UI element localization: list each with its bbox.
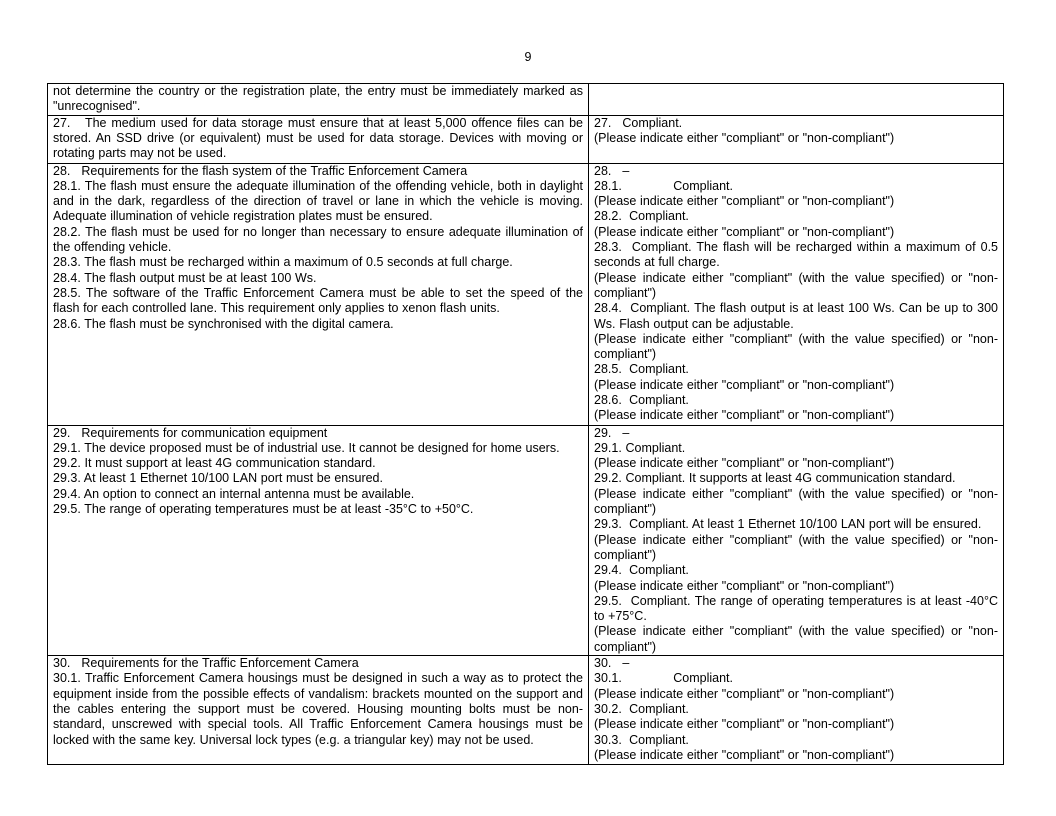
page-number: 9 — [524, 50, 532, 64]
paragraph: 29.3. Compliant. At least 1 Ethernet 10/100 LAN port will be ensured. — [594, 517, 982, 532]
paragraph: 28.3. The flash must be recharged within a maximum of 0.5 seconds at full charge. — [53, 255, 513, 270]
requirement-cell — [48, 656, 589, 765]
paragraph: 28.6. Compliant. — [594, 393, 689, 408]
paragraph: 29.1. The device proposed must be of industrial use. It cannot be designed for home users. — [53, 440, 560, 455]
paragraph: 29.1. Compliant. — [594, 440, 686, 455]
paragraph: 29.2. Compliant. It supports at least 4G communication standard. — [594, 471, 956, 486]
paragraph: (Please indicate either "compliant" or "non-compliant") — [594, 408, 895, 423]
paragraph: 29.2. It must support at least 4G communication standard. — [53, 456, 376, 471]
paragraph: 29. Requirements for communication equipment — [53, 425, 328, 440]
paragraph: 29. – — [594, 425, 630, 440]
paragraph: (Please indicate either "compliant" or "non-compliant") — [594, 130, 895, 145]
paragraph: 28.1. Compliant. — [594, 178, 733, 193]
paragraph: (Please indicate either "compliant" (with the value specified) or "non-compliant") — [594, 270, 998, 300]
table-row — [48, 115, 1004, 163]
paragraph: 30. – — [594, 656, 630, 671]
requirement-cell — [48, 163, 589, 425]
paragraph: 29.5. Compliant. The range of operating temperatures is at least -40°C to +75°C. — [594, 593, 998, 624]
paragraph: (Please indicate either "compliant" or "non-compliant") — [594, 194, 895, 209]
response-cell — [589, 163, 1004, 425]
paragraph: (Please indicate either "compliant" or "non-compliant") — [594, 717, 895, 732]
requirement-cell — [48, 115, 589, 163]
requirement-cell — [48, 425, 589, 655]
requirement-cell — [48, 84, 589, 116]
response-cell — [589, 425, 1004, 655]
paragraph: 30.2. Compliant. — [594, 701, 689, 716]
paragraph: 30.1. Compliant. — [594, 671, 733, 686]
paragraph: 28.2. The flash must be used for no longer than necessary to ensure adequate illumination of the offending vehicle. — [53, 224, 583, 255]
response-cell — [589, 115, 1004, 163]
response-cell — [589, 84, 1004, 116]
response-cell — [589, 656, 1004, 765]
paragraph: (Please indicate either "compliant" (with the value specified) or "non-compliant") — [594, 331, 998, 362]
paragraph: 29.5. The range of operating temperatures must be at least -35°C to +50°C. — [53, 502, 474, 517]
paragraph: 28.4. The flash output must be at least 100 Ws. — [53, 270, 317, 285]
paragraph: 28. Requirements for the flash system of the Traffic Enforcement Camera — [53, 163, 468, 178]
paragraph: 29.3. At least 1 Ethernet 10/100 LAN port must be ensured. — [53, 471, 383, 486]
paragraph: 28.3. Compliant. The flash will be recharged within a maximum of 0.5 seconds at full charge. — [594, 240, 998, 270]
paragraph: (Please indicate either "compliant" (with the value specified) or "non-compliant") — [594, 532, 998, 562]
paragraph: 28.4. Compliant. The flash output is at least 100 Ws. Can be up to 300 Ws. Flash output can be adjustable. — [594, 301, 998, 331]
paragraph: (Please indicate either "compliant" or "non-compliant") — [594, 686, 895, 701]
paragraph: 29.4. An option to connect an internal antenna must be available. — [53, 486, 415, 501]
paragraph: 28.1. The flash must ensure the adequate illumination of the offending vehicle, both in daylight and in the dark, regardless of the direction of travel or lane in which the vehicle is moving. Adequate illumination of vehicle registration plates must be ensured. — [53, 178, 583, 224]
paragraph: (Please indicate either "compliant" or "non-compliant") — [594, 578, 895, 593]
paragraph: (Please indicate either "compliant" (with the value specified) or "non-compliant") — [594, 624, 998, 654]
table-row — [48, 163, 1004, 425]
paragraph: (Please indicate either "compliant" or "non-compliant") — [594, 377, 895, 392]
paragraph: 30. Requirements for the Traffic Enforcement Camera — [53, 656, 359, 671]
table-row — [48, 656, 1004, 765]
paragraph: 30.1. Traffic Enforcement Camera housings must be designed in such a way as to protect the equipment inside from the possible effects of vandalism: brackets mounted on the support and the cables entering the support must be covered. Housing mounting bolts must be non-standard, unscrewed with special tools. All Traffic Enforcement Camera housings must be locked with the same key. Universal lock types (e.g. a triangular key) may not be used. — [53, 671, 583, 747]
paragraph: 28.5. Compliant. — [594, 362, 689, 377]
paragraph: 27. Compliant. — [594, 115, 683, 130]
table-row — [48, 84, 1004, 116]
paragraph: (Please indicate either "compliant" or "non-compliant") — [594, 224, 895, 239]
paragraph: 27. The medium used for data storage must ensure that at least 5,000 offence files can be stored. An SSD drive (or equivalent) must be used for data storage. Devices with moving or rotating parts may not be used. — [53, 115, 583, 161]
paragraph: 28.5. The software of the Traffic Enforcement Camera must be able to set the speed of the flash for each controlled lane. This requirement only applies to xenon flash units. — [53, 285, 583, 316]
paragraph: (Please indicate either "compliant" or "non-compliant") — [594, 747, 895, 762]
paragraph: 28.6. The flash must be synchronised with the digital camera. — [53, 316, 394, 331]
paragraph: 28.2. Compliant. — [594, 209, 689, 224]
paragraph: (Please indicate either "compliant" or "non-compliant") — [594, 456, 895, 471]
paragraph: 29.4. Compliant. — [594, 563, 689, 578]
table-row — [48, 425, 1004, 655]
compliance-table — [47, 83, 1004, 765]
paragraph: 28. – — [594, 163, 630, 178]
paragraph: (Please indicate either "compliant" (with the value specified) or "non-compliant") — [594, 486, 998, 517]
paragraph: 30.3. Compliant. — [594, 732, 689, 747]
paragraph: not determine the country or the registration plate, the entry must be immediately marked as "unrecognised". — [53, 84, 583, 114]
